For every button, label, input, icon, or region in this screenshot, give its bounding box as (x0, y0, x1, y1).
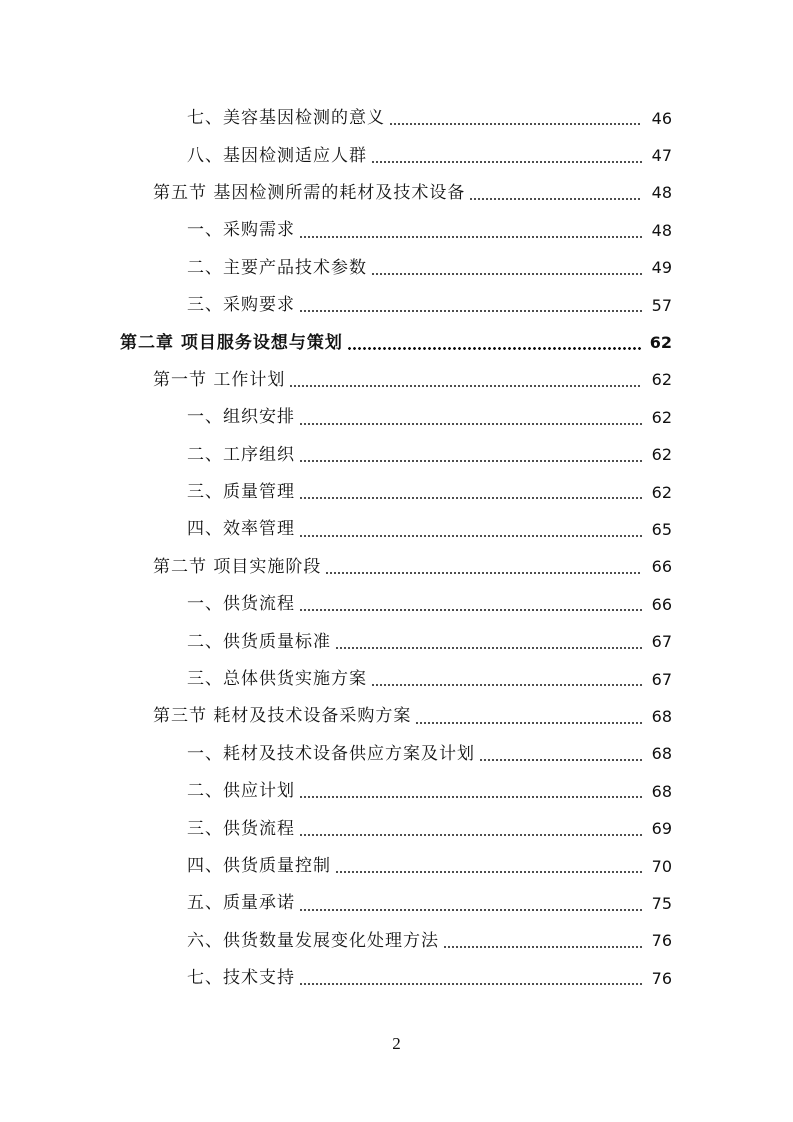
toc-entry-page-number: 62 (651, 407, 672, 427)
toc-entry-title: 第二章 项目服务设想与策划 (120, 332, 343, 353)
toc-entry-page-number: 47 (651, 146, 672, 166)
toc-dot-leader (371, 684, 642, 686)
toc-dot-leader (299, 609, 642, 611)
toc-entry-title: 二、工序组织 (187, 444, 295, 465)
toc-item-entry[interactable] (0, 736, 793, 773)
toc-entry-page-number: 49 (651, 258, 672, 278)
toc-dot-leader (299, 310, 642, 312)
toc-entry-title: 二、主要产品技术参数 (187, 257, 367, 278)
toc-item-entry[interactable] (0, 287, 793, 324)
toc-entry-title: 二、供应计划 (187, 781, 295, 802)
toc-item-entry[interactable] (0, 137, 793, 174)
toc-dot-leader (371, 161, 642, 163)
toc-dot-leader (469, 198, 642, 200)
toc-entry-title: 三、供货流程 (187, 818, 295, 839)
toc-item-entry[interactable] (0, 923, 793, 960)
toc-entry-page-number: 70 (651, 856, 672, 876)
page-number: 2 (392, 1034, 401, 1053)
toc-dot-leader (299, 497, 642, 499)
toc-entry-title: 一、供货流程 (187, 594, 295, 615)
toc-dot-leader (299, 983, 642, 985)
toc-entry-page-number: 62 (649, 333, 672, 353)
toc-dot-leader (371, 273, 642, 275)
toc-entry-page-number: 76 (651, 968, 672, 988)
toc-entry-page-number: 75 (651, 893, 672, 913)
toc-entry-title: 第五节 基因检测所需的耗材及技术设备 (153, 182, 466, 203)
toc-chapter-entry[interactable] (0, 324, 793, 361)
toc-entry-title: 八、基因检测适应人群 (187, 145, 367, 166)
toc-entry-title: 第一节 工作计划 (153, 369, 286, 390)
toc-dot-leader (335, 647, 642, 649)
toc-entry-title: 第二节 项目实施阶段 (153, 556, 322, 577)
toc-entry-title: 七、技术支持 (187, 968, 295, 989)
toc-item-entry[interactable] (0, 511, 793, 548)
toc-item-entry[interactable] (0, 960, 793, 997)
toc-entry-title: 一、耗材及技术设备供应方案及计划 (187, 743, 475, 764)
toc-entry-title: 六、供货数量发展变化处理方法 (187, 930, 439, 951)
toc-item-entry[interactable] (0, 773, 793, 810)
toc-entry-page-number: 62 (651, 482, 672, 502)
toc-item-entry[interactable] (0, 885, 793, 922)
toc-dot-leader (299, 460, 642, 462)
toc-entry-title: 第三节 耗材及技术设备采购方案 (153, 706, 412, 727)
toc-section-entry[interactable] (0, 175, 793, 212)
toc-item-entry[interactable] (0, 474, 793, 511)
toc-entry-page-number: 66 (651, 594, 672, 614)
toc-dot-leader (325, 572, 642, 574)
toc-entry-page-number: 67 (651, 669, 672, 689)
toc-dot-leader (335, 871, 642, 873)
toc-entry-page-number: 68 (651, 781, 672, 801)
toc-entry-title: 七、美容基因检测的意义 (187, 108, 385, 129)
toc-entry-page-number: 48 (651, 183, 672, 203)
toc-entry-page-number: 76 (651, 931, 672, 951)
table-of-contents (0, 100, 793, 997)
toc-dot-leader (415, 722, 642, 724)
toc-entry-page-number: 66 (651, 557, 672, 577)
toc-dot-leader (479, 759, 642, 761)
toc-entry-title: 四、供货质量控制 (187, 856, 331, 876)
toc-entry-page-number: 57 (651, 295, 672, 315)
toc-entry-title: 一、组织安排 (187, 407, 295, 428)
toc-entry-page-number: 48 (651, 220, 672, 240)
toc-entry-title: 四、效率管理 (187, 519, 295, 540)
toc-dot-leader (299, 236, 642, 238)
toc-item-entry[interactable] (0, 810, 793, 847)
toc-item-entry[interactable] (0, 586, 793, 623)
toc-item-entry[interactable] (0, 399, 793, 436)
toc-entry-title: 三、总体供货实施方案 (187, 669, 367, 690)
toc-entry-page-number: 46 (651, 108, 672, 128)
toc-entry-page-number: 68 (651, 706, 672, 726)
toc-dot-leader (389, 123, 642, 125)
toc-entry-page-number: 68 (651, 744, 672, 764)
toc-entry-title: 二、供货质量标准 (187, 631, 331, 652)
toc-item-entry[interactable] (0, 437, 793, 474)
toc-entry-page-number: 62 (651, 370, 672, 390)
toc-entry-title: 一、采购需求 (187, 220, 295, 241)
toc-entry-title: 三、采购要求 (187, 295, 295, 316)
toc-dot-leader (299, 796, 642, 798)
toc-dot-leader (299, 423, 642, 425)
toc-entry-page-number: 62 (651, 445, 672, 465)
toc-entry-title: 五、质量承诺 (187, 893, 295, 914)
toc-entry-page-number: 65 (651, 519, 672, 539)
toc-dot-leader (299, 834, 642, 836)
toc-dot-leader (289, 385, 642, 387)
toc-dot-leader (299, 535, 642, 537)
toc-item-entry[interactable] (0, 212, 793, 249)
toc-item-entry[interactable] (0, 250, 793, 287)
toc-section-entry[interactable] (0, 549, 793, 586)
toc-dot-leader (443, 946, 642, 948)
toc-item-entry[interactable] (0, 623, 793, 660)
toc-dot-leader (347, 347, 642, 350)
toc-section-entry[interactable] (0, 362, 793, 399)
toc-entry-title: 三、质量管理 (187, 482, 295, 503)
toc-item-entry[interactable] (0, 661, 793, 698)
toc-item-entry[interactable] (0, 848, 793, 885)
toc-section-entry[interactable] (0, 698, 793, 735)
toc-entry-page-number: 69 (651, 819, 672, 839)
toc-dot-leader (299, 909, 642, 911)
toc-item-entry[interactable] (0, 100, 793, 137)
toc-entry-page-number: 67 (651, 632, 672, 652)
